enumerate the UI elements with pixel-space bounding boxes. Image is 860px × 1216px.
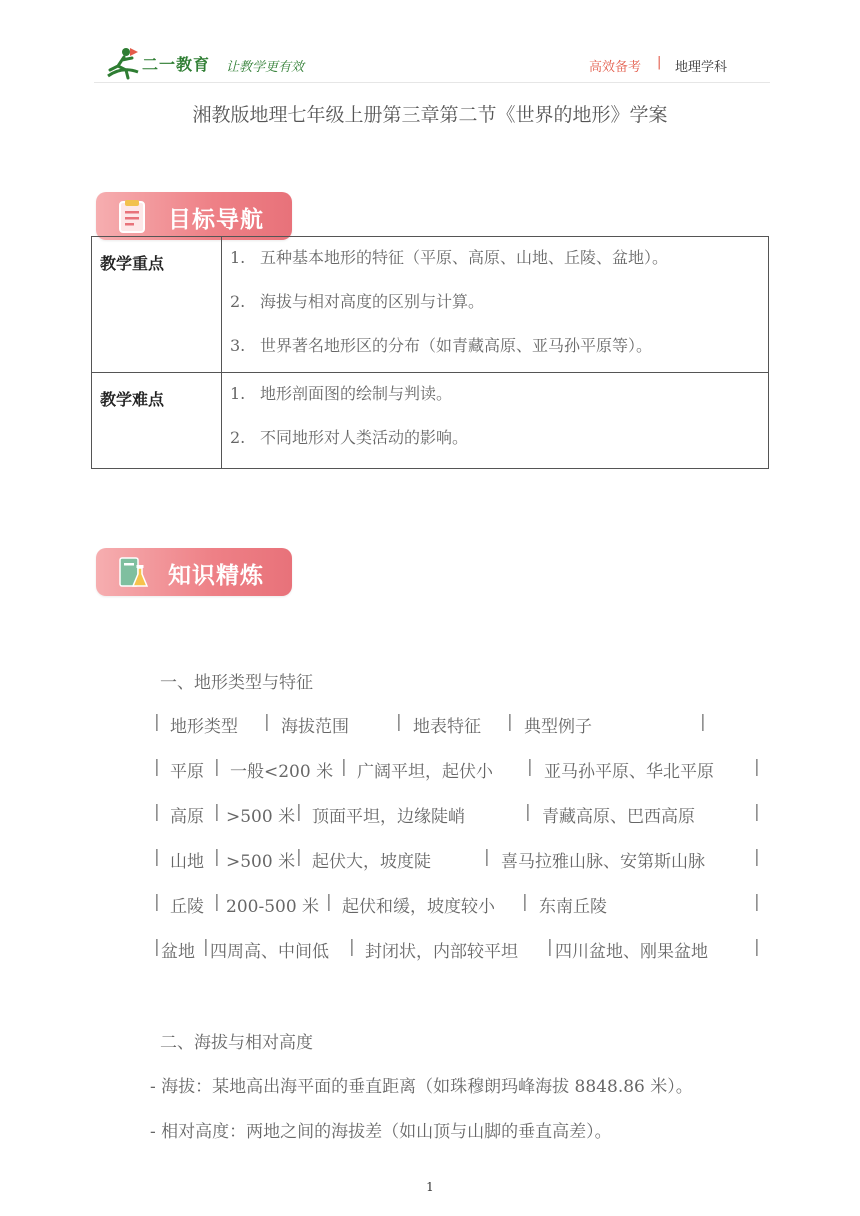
table-cell: 高原 [170,807,204,827]
table-separator: | [154,712,160,732]
page-number: 1 [426,1180,434,1194]
table-cell: 四周高、中间低 [210,942,329,962]
table-separator: | [203,937,209,957]
difficult-points-list [222,373,769,469]
section-banner-goal [96,192,292,240]
document-icon [116,198,150,234]
heading-altitude: 二、海拔与相对高度 [160,1033,313,1053]
table-cell: 东南丘陵 [539,897,607,917]
table-separator: | [522,892,528,912]
book-flask-icon [116,554,150,590]
document-title: 湘教版地理七年级上册第三章第二节《世界的地形》学案 [192,104,668,126]
table-cell: 广阔平坦，起伏小 [357,762,493,782]
table-separator: | [214,802,220,822]
table-cell: 平原 [170,762,204,782]
table-cell: 亚马孙平原、华北平原 [544,762,714,782]
table-cell: 顶面平坦，边缘陡峭 [312,807,465,827]
row-head-key-points: 教学重点 [92,237,222,373]
table-separator: | [527,757,533,777]
header-separator: | [657,55,662,70]
table-cell: 四川盆地、刚果盆地 [555,942,708,962]
table-separator: | [754,847,760,867]
list-item: 1. 五种基本地形的特征（平原、高原、山地、丘陵、盆地）。 [230,248,669,267]
table-separator: | [154,847,160,867]
table-separator: | [214,892,220,912]
table-cell: 封闭状，内部较平坦 [365,942,518,962]
section-banner-knowledge [96,548,292,596]
logo-text: 二一教育 [142,55,211,74]
table-separator: | [154,757,160,777]
table-cell: 山地 [170,852,204,872]
table-separator: | [214,847,220,867]
table-separator: | [700,712,706,732]
table-separator: | [296,802,302,822]
header-tag-exam: 高效备考 [589,60,642,75]
table-cell: 海拔范围 [281,717,349,737]
heading-landform-types: 一、地形类型与特征 [160,673,313,693]
table-separator: | [154,892,160,912]
table-cell: 一般<200 米 [230,762,334,782]
header-divider [94,82,770,83]
table-separator: | [754,757,760,777]
header-tag-subject: 地理学科 [675,60,728,75]
bullet-altitude: - 海拔：某地高出海平面的垂直距离（如珠穆朗玛峰海拔 8848.86 米）。 [150,1077,693,1097]
list-item: 1. 地形剖面图的绘制与判读。 [230,384,453,403]
section-label-goal: 目标导航 [168,207,264,233]
goal-table [91,236,769,469]
bullet-relative-height: - 相对高度：两地之间的海拔差（如山顶与山脚的垂直高差）。 [150,1122,612,1142]
table-cell: 丘陵 [170,897,204,917]
list-item: 2. 海拔与相对高度的区别与计算。 [230,292,485,311]
table-cell: 地形类型 [170,717,238,737]
list-item: 3. 世界著名地形区的分布（如青藏高原、亚马孙平原等）。 [230,336,653,355]
table-separator: | [547,937,553,957]
table-cell: 喜马拉雅山脉、安第斯山脉 [501,852,705,872]
table-separator: | [754,937,760,957]
table-separator: | [754,802,760,822]
key-points-list [222,237,769,373]
table-separator: | [154,937,160,957]
table-separator: | [341,757,347,777]
slogan: 让教学更有效 [226,60,305,75]
table-separator: | [154,802,160,822]
table-cell: 地表特征 [413,717,481,737]
row-head-difficult-points: 教学难点 [92,373,222,469]
table-separator: | [214,757,220,777]
table-separator: | [507,712,513,732]
list-item: 2. 不同地形对人类活动的影响。 [230,428,469,447]
table-separator: | [326,892,332,912]
table-cell: >500 米 [226,807,296,827]
table-cell: 起伏大，坡度陡 [312,852,431,872]
table-cell: 200-500 米 [226,897,320,917]
table-separator: | [525,802,531,822]
logo-runner-icon [104,46,140,80]
table-separator: | [484,847,490,867]
table-separator: | [396,712,402,732]
table-separator: | [296,847,302,867]
section-label-knowledge: 知识精炼 [168,563,264,589]
table-separator: | [754,892,760,912]
table-cell: 青藏高原、巴西高原 [542,807,695,827]
table-cell: 典型例子 [524,717,592,737]
table-row [92,373,769,469]
table-row [92,237,769,373]
table-cell: 盆地 [161,942,195,962]
table-separator: | [264,712,270,732]
table-separator: | [349,937,355,957]
table-cell: 起伏和缓，坡度较小 [342,897,495,917]
table-cell: >500 米 [226,852,296,872]
